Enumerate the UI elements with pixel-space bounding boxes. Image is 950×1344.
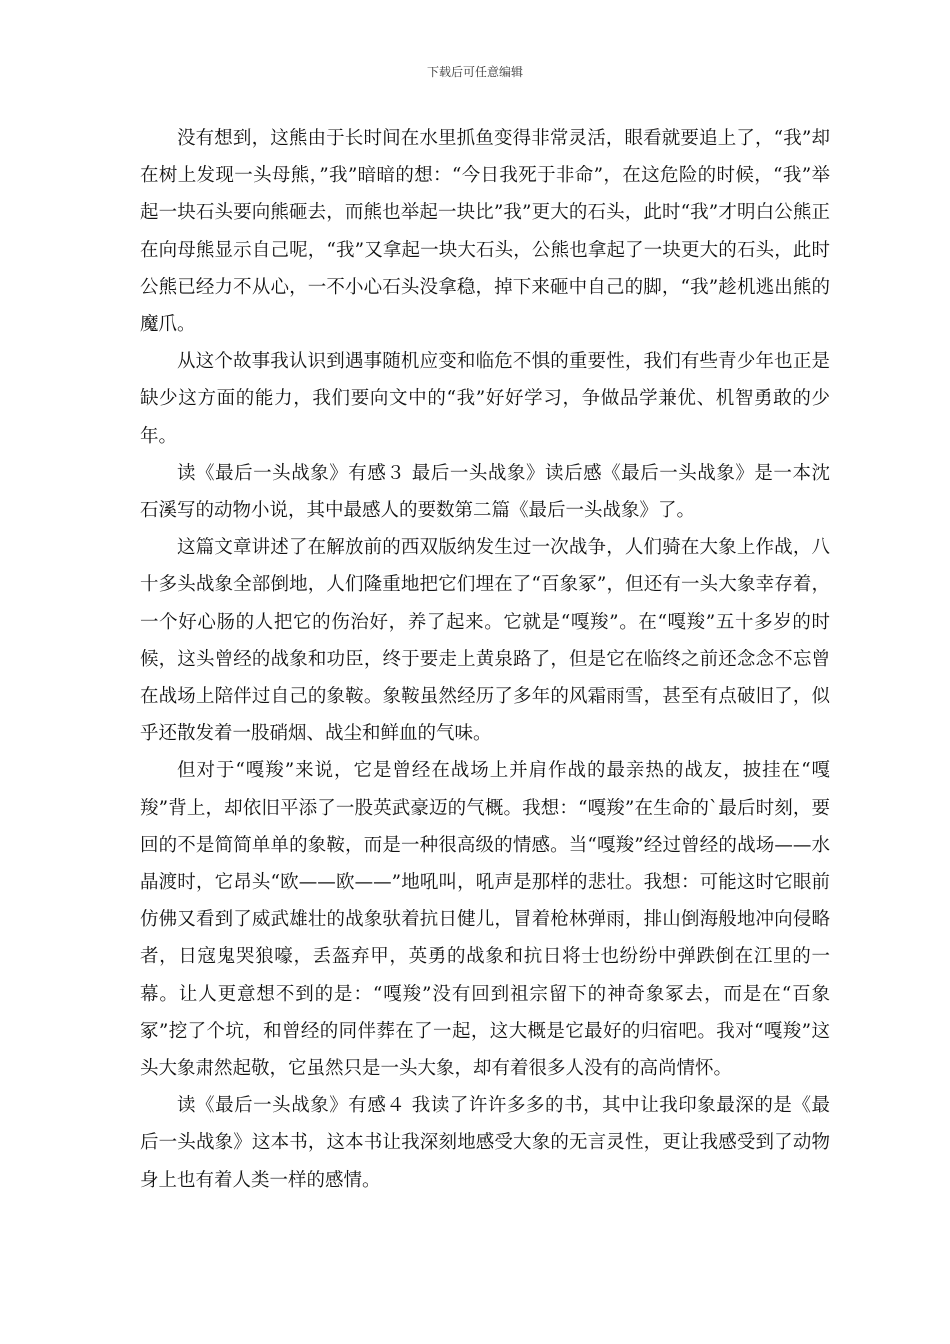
paragraph-5: 但对于“嘎羧”来说，它是曾经在战场上并肩作战的最亲热的战友，披挂在“嘎羧”背上，却依旧平添了一股英武豪迈的气概。我想：“嘎羧”在生命的`最后时刻，要回的不是简简单单的象鞍，而是一种很高级的情感。当“嘎羧”经过曾经的战场——水晶渡时，它昂头“欧——欧——”地吼叫，吼声是那样的悲壮。我想：可能这时它眼前仿佛又看到了威武雄壮的战象驮着抗日健儿，冒着枪林弹雨，排山倒海般地冲向侵略者，日寇鬼哭狼嚎，丢盔弃甲，英勇的战象和抗日将士也纷纷中弹跌倒在江里的一幕。让人更意想不到的是：“嘎羧”没有回到祖宗留下的神奇象冢去，而是在“百象冢”挖了个坑，和曾经的同伴葬在了一起，这大概是它最好的归宿吧。我对“嘎羧”这头大象肃然起敬，它虽然只是一头大象，却有着很多人没有的高尚情怀。 [140, 760, 830, 1080]
paragraph-4: 这篇文章讲述了在解放前的西双版纳发生过一次战争，人们骑在大象上作战，八十多头战象全部倒地，人们隆重地把它们埋在了“百象冢”，但还有一头大象幸存着，一个好心肠的人把它的伤治好，养了起来。它就是“嘎羧”。在“嘎羧”五十多岁的时候，这头曾经的战象和功臣，终于要走上黄泉路了，但是它在临终之前还念念不忘曾在战场上陪伴过自己的象鞍。象鞍虽然经历了多年的风霜雨雪，甚至有点破旧了，似乎还散发着一股硝烟、战尘和鲜血的气味。 [140, 537, 830, 745]
paragraph-2: 从这个故事我认识到遇事随机应变和临危不惧的重要性，我们有些青少年也正是缺少这方面的能力，我们要向文中的“我”好好学习，争做品学兼优、机智勇敢的少年。 [140, 351, 830, 447]
paragraph-1: 没有想到，这熊由于长时间在水里抓鱼变得非常灵活，眼看就要追上了，“我”却在树上发现一头母熊，”我”暗暗的想：“今日我死于非命”，在这危险的时候，“我”举起一块石头要向熊砸去，而熊也举起一块比”我”更大的石头，此时“我”才明白公熊正在向母熊显示自己呢，“我”又拿起一块大石头，公熊也拿起了一块更大的石头，此时公熊已经力不从心，一不小心石头没拿稳，掉下来砸中自己的脚，“我”趁机逃出熊的魔爪。 [140, 128, 830, 336]
page-header: 下载后可任意编辑 [426, 65, 523, 79]
paragraph-3: 读《最后一头战象》有感３ 最后一头战象》读后感《最后一头战象》是一本沈石溪写的动物小说，其中最感人的要数第二篇《最后一头战象》了。 [140, 462, 830, 522]
document-body [140, 120, 830, 1199]
paragraph-6: 读《最后一头战象》有感４ 我读了许许多多的书，其中让我印象最深的是《最后一头战象》这本书，这本书让我深刻地感受大象的无言灵性，更让我感受到了动物身上也有着人类一样的感情。 [140, 1095, 830, 1191]
